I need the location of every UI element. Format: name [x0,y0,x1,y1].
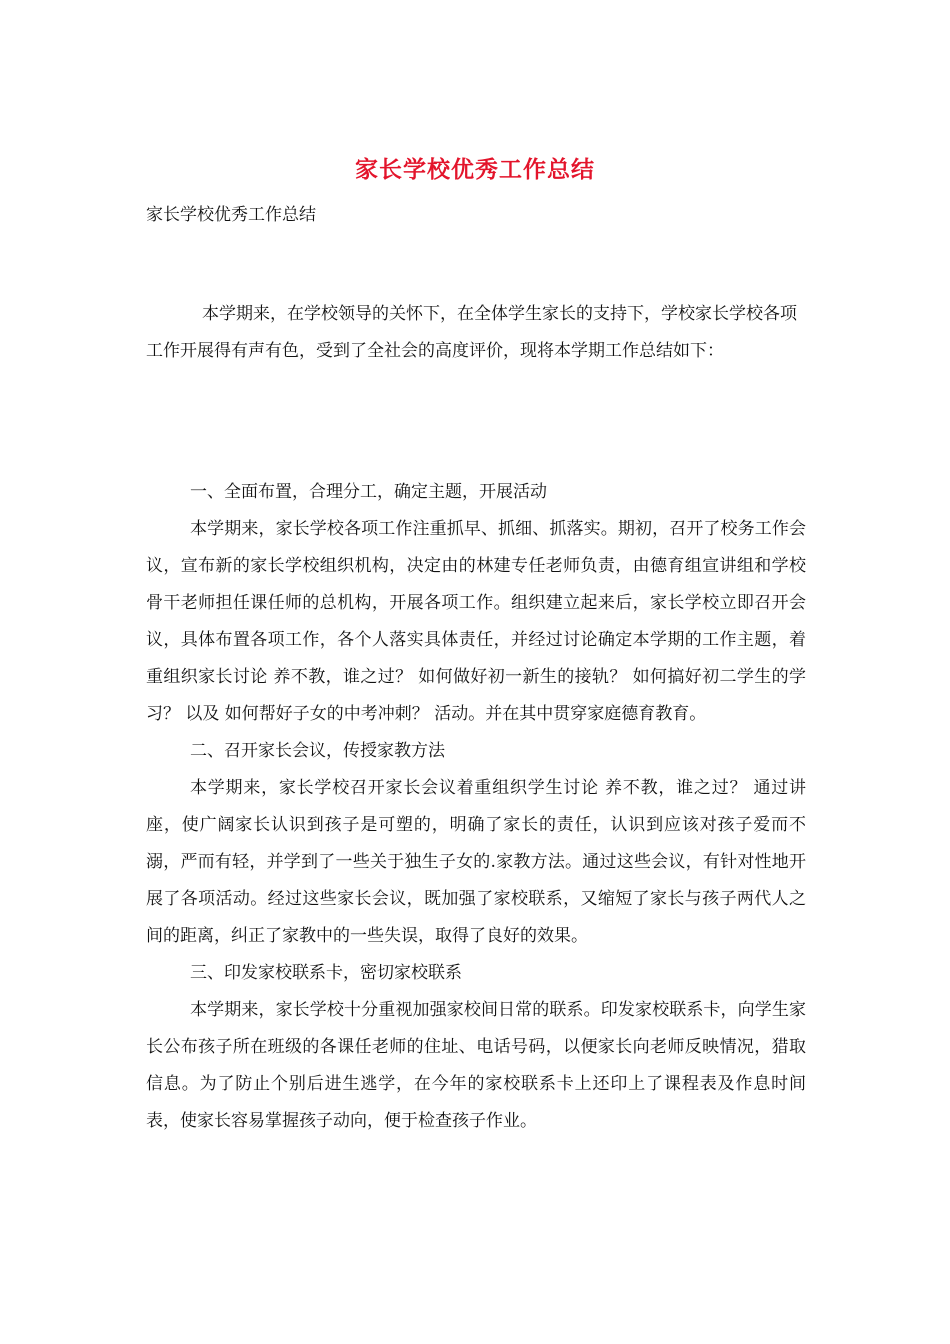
section-1-body: 本学期来，家长学校各项工作注重抓早、抓细、抓落实。期初，召开了校务工作会议，宣布新的家长学校组织机构，决定由的林建专任老师负责，由德育组宣讲组和学校骨干老师担任课任师的总机构，开展各项工作。组织建立起来后，家长学校立即召开会议，具体布置各项工作，各个人落实具体责任，并经过讨论确定本学期的工作主题，着重组织家长讨论 养不教，谁之过？ 如何做好初一新生的接轨？ 如何搞好初二学生的学习？ 以及 如何帮好子女的中考冲刺？ 活动。并在其中贯穿家庭德育教育。 [146,519,806,724]
section-3-body: 本学期来，家长学校十分重视加强家校间日常的联系。印发家校联系卡，向学生家长公布孩子所在班级的各课任老师的住址、电话号码，以便家长向老师反映情况，猎取信息。为了防止个别后进生逃学，在今年的家校联系卡上还印上了课程表及作息时间表，使家长容易掌握孩子动向，便于检查孩子作业。 [146,1000,806,1131]
document-subtitle: 家长学校优秀工作总结 [146,205,316,225]
intro-paragraph: 本学期来，在学校领导的关怀下，在全体学生家长的支持下，学校家长学校各项工作开展得有声有色，受到了全社会的高度评价，现将本学期工作总结如下： [146,304,797,361]
section-1-heading: 一、全面布置，合理分工，确定主题，开展活动 [190,482,547,502]
section-3-heading: 三、印发家校联系卡，密切家校联系 [190,963,462,983]
document-title: 家长学校优秀工作总结 [355,156,595,183]
document-body [146,474,806,1140]
section-2-body: 本学期来，家长学校召开家长会议着重组织学生讨论 养不教，谁之过？ 通过讲座，使广阔家长认识到孩子是可塑的，明确了家长的责任，认识到应该对孩子爱而不溺，严而有轻，并学到了一些关于独生子女的.家教方法。通过这些会议，有针对性地开展了各项活动。经过这些家长会议，既加强了家校联系，又缩短了家长与孩子两代人之间的距离，纠正了家教中的一些失误，取得了良好的效果。 [146,778,806,946]
section-2-heading: 二、召开家长会议，传授家教方法 [190,741,445,761]
